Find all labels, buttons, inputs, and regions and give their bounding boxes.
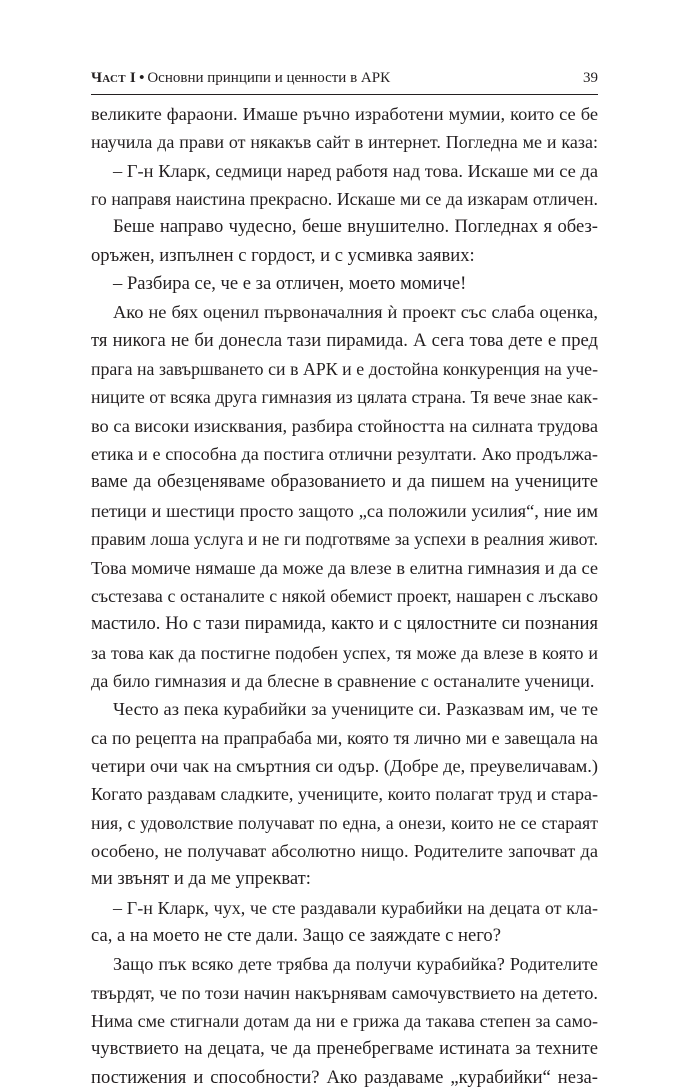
text-line: са по рецепта на прапрабаба ми, която тя лично ми е завещала на	[91, 727, 598, 748]
text-line: – Г-н Кларк, седмици наред работя над това. Искаше ми се да	[113, 160, 598, 181]
text-line: ниците от всяка друга гимназия из цялата страна. Тя вече знае как-	[91, 387, 598, 408]
text-line: етика и е способна да постига отлични резултати. Ако продължа-	[91, 444, 598, 465]
text-line: за това как да постигне подобен успех, тя може да влезе в която и	[91, 642, 598, 663]
page-number: 39	[583, 70, 598, 86]
text-line: тя никога не би донесла тази пирамида. А сега това дете е пред	[91, 329, 598, 351]
text-line: го направя наистина прекрасно. Искаше ми се да изкарам отличен.	[91, 189, 598, 210]
text-line: Това момиче нямаше да може да влезе в елитна гимназия и да се	[91, 557, 598, 578]
text-line: – Г-н Кларк, чух, че сте раздавали курабийки на децата от кла-	[113, 897, 598, 918]
text-line: научила да прави от някакъв сайт в интернет. Погледна ме и каза:	[91, 132, 598, 153]
text-line: великите фараони. Имаше ръчно изработени мумии, които се бе	[91, 104, 598, 124]
text-line: Когато раздавам сладките, учениците, които полагат труд и стара-	[91, 784, 598, 805]
text-line: твърдят, че по този начин накърнявам самочувствието на детето.	[91, 982, 598, 1003]
running-header	[91, 67, 598, 89]
chapter-title: Основни принципи и ценности в АРК	[147, 70, 391, 86]
text-line: петици и шестици просто защото „са положили усилия“, ние им	[91, 500, 598, 521]
text-line: четири очи чак на смъртния си одър. (Добре де, преувеличавам.)	[91, 755, 598, 776]
text-line: правим лоша услуга и не ги подготвяме за успехи в реалния живот.	[91, 529, 598, 550]
text-line: мастило. Но с тази пирамида, както и с цялостните си познания	[91, 613, 598, 635]
text-line: – Разбира се, че е за отличен, моето момиче!	[113, 273, 467, 295]
text-line: ваме да обезценяваме образованието и да пишем на учениците	[91, 471, 598, 493]
text-line: ми звънят и да ме упрекват:	[91, 868, 311, 890]
header-separator: •	[139, 70, 145, 86]
text-line: прага на завършването си в АРК и е достойна конкуренция на уче-	[91, 359, 598, 380]
text-line: Често аз пека курабийки за учениците си. Разказвам им, че те	[113, 699, 598, 720]
text-line: Ако не бях оценил първоначалния ѝ проект със слаба оценка,	[113, 302, 598, 323]
text-line: са, а на моето не сте дали. Защо се заяждате с него?	[91, 924, 501, 946]
header-rule	[91, 94, 598, 95]
text-line: да било гимназия и да блесне в сравнение с останалите ученици.	[91, 670, 595, 691]
text-line: състезава с останалите с някой обемист проект, нашарен с лъскаво	[91, 585, 598, 606]
part-label: Част I	[91, 70, 137, 86]
text-line: ния, с удоволствие получават по една, а онези, които не се стараят	[91, 812, 598, 833]
text-line: Беше направо чудесно, беше внушително. Погледнах я обез-	[113, 216, 598, 238]
body-text	[91, 100, 598, 1092]
text-line: постижения и способности? Ако раздаваме „курабийки“ неза-	[91, 1066, 598, 1088]
text-line: Защо пък всяко дете трябва да получи курабийка? Родителите	[113, 954, 598, 975]
text-line: чувствието на децата, че да пренебрегваме истината за техните	[91, 1038, 598, 1060]
text-line: во са високи изисквания, разбира стойността на силната трудова	[91, 415, 598, 436]
text-line: оръжен, изпълнен с гордост, и с усмивка заявих:	[91, 244, 475, 266]
text-line: Нима сме стигнали дотам да ни е грижа да такава степен за само-	[91, 1011, 598, 1031]
text-line: особено, не получават абсолютно нищо. Родителите започват да	[91, 840, 598, 861]
